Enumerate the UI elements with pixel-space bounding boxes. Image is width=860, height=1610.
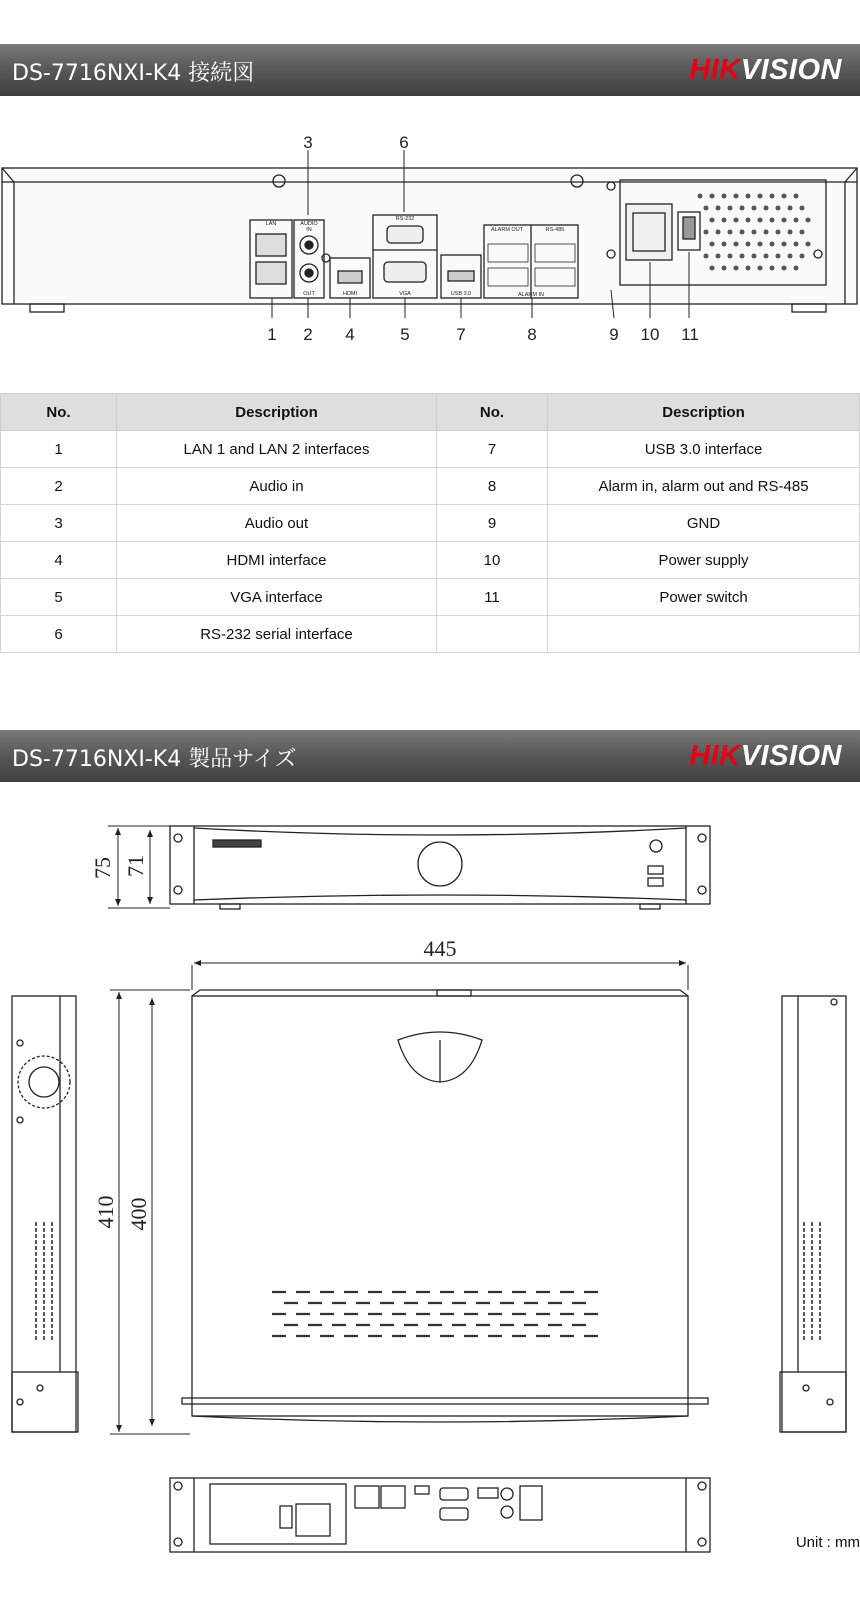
chassis-rear — [2, 168, 857, 304]
callout-4: 4 — [345, 325, 355, 344]
lan-label: LAN — [265, 221, 277, 227]
dim-height-inner: 71 — [123, 855, 148, 877]
header-no-2: No. — [437, 394, 548, 431]
cell-description: Audio in — [117, 468, 437, 505]
callout-6: 6 — [399, 133, 409, 152]
callout-5: 5 — [400, 325, 410, 344]
front-view — [170, 826, 710, 909]
callout-1: 1 — [267, 325, 277, 344]
callout-7: 7 — [456, 325, 466, 344]
cell-no: 8 — [437, 468, 548, 505]
callout-8: 8 — [527, 325, 537, 344]
hikvision-logo-2: HIKVISION — [689, 740, 842, 772]
dim-width: 445 — [423, 936, 457, 961]
cell-no — [437, 616, 548, 653]
hikvision-logo: HIKVISION — [689, 54, 842, 86]
right-side-view — [780, 996, 846, 1432]
size-title: DS-7716NXI-K4 製品サイズ — [12, 747, 297, 772]
vga-label: VGA — [399, 291, 411, 297]
left-side-view — [12, 996, 78, 1432]
top-view — [182, 990, 708, 1422]
cell-no: 6 — [1, 616, 117, 653]
cell-description: USB 3.0 interface — [548, 431, 860, 468]
alarm-out-label: ALARM OUT — [490, 227, 524, 233]
size-banner — [0, 730, 860, 782]
callout-2: 2 — [303, 325, 313, 344]
cell-description — [548, 616, 860, 653]
cell-description: VGA interface — [117, 579, 437, 616]
table-row — [1, 542, 860, 579]
audio-label: AUDIO — [300, 221, 318, 227]
connection-banner — [0, 44, 860, 96]
cell-no: 4 — [1, 542, 117, 579]
alarm-in-label: ALARM IN — [518, 292, 544, 298]
callout-9: 9 — [609, 325, 619, 344]
hdmi-label: HDMI — [342, 291, 358, 297]
cell-description: Alarm in, alarm out and RS-485 — [548, 468, 860, 505]
cell-no: 7 — [437, 431, 548, 468]
callout-3: 3 — [303, 133, 313, 152]
dim-depth-inner: 400 — [126, 1197, 151, 1231]
header-description-2: Description — [548, 394, 860, 431]
vent-slots — [272, 1292, 598, 1336]
cell-no: 5 — [1, 579, 117, 616]
unit-label: Unit : mm — [795, 1534, 860, 1551]
header-no-1: No. — [1, 394, 117, 431]
cell-description: Power supply — [548, 542, 860, 579]
interface-table — [0, 393, 860, 653]
table-row — [1, 579, 860, 616]
cell-no: 9 — [437, 505, 548, 542]
audio-in-label: IN — [306, 227, 312, 233]
rear-panel-drawing — [0, 120, 860, 350]
dim-depth-outer: 410 — [93, 1195, 118, 1229]
cell-description: LAN 1 and LAN 2 interfaces — [117, 431, 437, 468]
rs232-label: RS-232 — [395, 216, 415, 222]
cell-description: RS-232 serial interface — [117, 616, 437, 653]
cell-description: Power switch — [548, 579, 860, 616]
audio-out-label: OUT — [303, 291, 315, 297]
cell-no: 3 — [1, 505, 117, 542]
rs485-label: RS-485 — [545, 227, 565, 233]
cell-description: HDMI interface — [117, 542, 437, 579]
table-header-row — [1, 394, 860, 431]
cell-no: 10 — [437, 542, 548, 579]
dim-height-outer: 75 — [90, 857, 115, 879]
connection-title: DS-7716NXI-K4 接続図 — [12, 61, 255, 86]
cell-description: GND — [548, 505, 860, 542]
rear-view-small — [170, 1478, 710, 1552]
table-row — [1, 616, 860, 653]
cell-description: Audio out — [117, 505, 437, 542]
callout-11: 11 — [681, 325, 699, 344]
cell-no: 1 — [1, 431, 117, 468]
callout-10: 10 — [640, 325, 660, 344]
table-row — [1, 468, 860, 505]
cell-no: 11 — [437, 579, 548, 616]
dimension-drawings — [0, 800, 860, 1560]
table-row — [1, 431, 860, 468]
cell-no: 2 — [1, 468, 117, 505]
usb-label: USB 3.0 — [450, 291, 472, 297]
header-description-1: Description — [117, 394, 437, 431]
table-row — [1, 505, 860, 542]
